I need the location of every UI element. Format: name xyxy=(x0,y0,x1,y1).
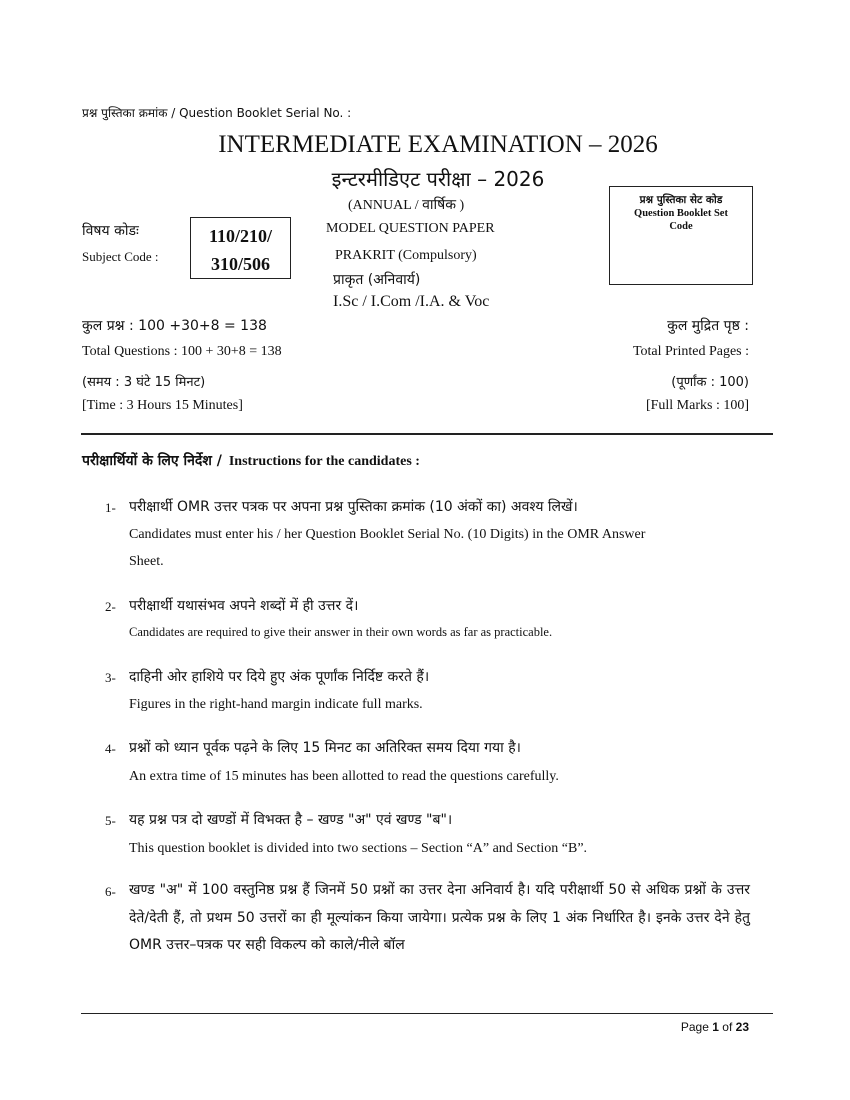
subject-code-label-hindi: विषय कोडः xyxy=(82,223,139,239)
instruction-hindi-paragraph: खण्ड "अ" में 100 वस्तुनिष्ठ प्रश्न हैं जिनमें 50 प्रश्नों का उत्तर देना अनिवार्य है। यदि परीक्षार्थी 50 से अधिक प्रश्नों के उत्तर देते/देती हैं, तो प्रथम 50 उत्तरों का ही मूल्यांकन किया जायेगा। प्रत्येक प्रश्न के लिए 1 अंक निर्धारित है। इनके उत्तर देने हेतु OMR उत्तर–पत्रक पर सही विकल्प को काले/नीले बॉल xyxy=(129,882,750,953)
instruction-english: Candidates must enter his / her Question Booklet Serial No. (10 Digits) in the OMR Answer xyxy=(129,527,646,542)
time-hindi: (समय : 3 घंटे 15 मिनट) xyxy=(82,375,206,390)
exam-title: INTERMEDIATE EXAMINATION – 2026 xyxy=(218,131,658,158)
instruction-hindi: यह प्रश्न पत्र दो खण्डों में विभक्त है – खण्ड "अ" एवं खण्ड "ब"। xyxy=(129,812,453,828)
instruction-english: This question booklet is divided into two sections – Section “A” and Section “B”. xyxy=(129,841,588,856)
instructions-heading: परीक्षार्थियों के लिए निर्देश / Instructions for the candidates : xyxy=(82,453,420,469)
total-pages: Total Printed Pages : xyxy=(632,344,749,359)
set-code-label-hindi: प्रश्न पुस्तिका सेट कोड xyxy=(639,194,723,206)
total-questions-hindi: कुल प्रश्न : 100 +30+8 = 138 xyxy=(82,318,267,334)
subject-code-label: Subject Code : xyxy=(82,249,159,264)
instruction-number: 4- xyxy=(105,741,116,756)
instruction-number: 1- xyxy=(105,500,116,515)
subject-code-line1: 110/210/ xyxy=(208,226,272,246)
instruction-english: Figures in the right-hand margin indicate full marks. xyxy=(129,697,423,712)
instruction-number: 5- xyxy=(105,813,116,828)
full-marks-hindi: (पूर्णांक : 100) xyxy=(671,375,749,390)
header-divider xyxy=(81,433,773,435)
exam-type: (ANNUAL / वार्षिक ) xyxy=(348,198,465,213)
instruction-hindi: परीक्षार्थी यथासंभव अपने शब्दों में ही उत्तर दें। xyxy=(129,598,359,614)
page-number: Page 1 of 23 xyxy=(680,1020,749,1034)
instruction-hindi: प्रश्नों को ध्यान पूर्वक पढ़ने के लिए 15 मिनट का अतिरिक्त समय दिया गया है। xyxy=(129,740,521,756)
booklet-serial-label: प्रश्न पुस्तिका क्रमांक / Question Booklet Serial No. : xyxy=(82,106,352,120)
instruction-english: Candidates are required to give their answer in their own words as far as practicable. xyxy=(129,625,553,639)
instruction-hindi: परीक्षार्थी OMR उत्तर पत्रक पर अपना प्रश्न पुस्तिका क्रमांक (10 अंकों का) अवश्य लिखें। xyxy=(129,499,578,515)
subject-code-line2: 310/506 xyxy=(210,254,270,274)
footer-divider xyxy=(81,1013,773,1014)
stream-list: I.Sc / I.Com /I.A. & Voc xyxy=(333,293,490,310)
subject-name-hindi: प्राकृत (अनिवार्य) xyxy=(333,272,421,288)
instruction-hindi: दाहिनी ओर हाशिये पर दिये हुए अंक पूर्णांक निर्दिष्ट करते हैं। xyxy=(129,669,430,685)
subject-name: PRAKRIT (Compulsory) xyxy=(335,248,477,263)
total-pages-hindi: कुल मुद्रित पृष्ठ : xyxy=(667,318,749,334)
exam-title-hindi: इन्टरमीडिएट परीक्षा – 2026 xyxy=(331,167,545,191)
instruction-number: 3- xyxy=(105,670,116,685)
instruction-english: An extra time of 15 minutes has been allotted to read the questions carefully. xyxy=(129,769,559,784)
subject-code-box xyxy=(190,217,291,279)
total-questions: Total Questions : 100 + 30+8 = 138 xyxy=(82,344,282,359)
time: [Time : 3 Hours 15 Minutes] xyxy=(82,398,243,413)
full-marks: [Full Marks : 100] xyxy=(645,398,749,413)
instruction-number: 2- xyxy=(105,599,116,614)
set-code-label: Question Booklet Set Code xyxy=(634,208,728,232)
set-code-box xyxy=(609,186,753,285)
paper-type: MODEL QUESTION PAPER xyxy=(326,221,495,236)
instruction-number: 6- xyxy=(105,884,116,899)
instruction-english-cont: Sheet. xyxy=(129,554,164,569)
